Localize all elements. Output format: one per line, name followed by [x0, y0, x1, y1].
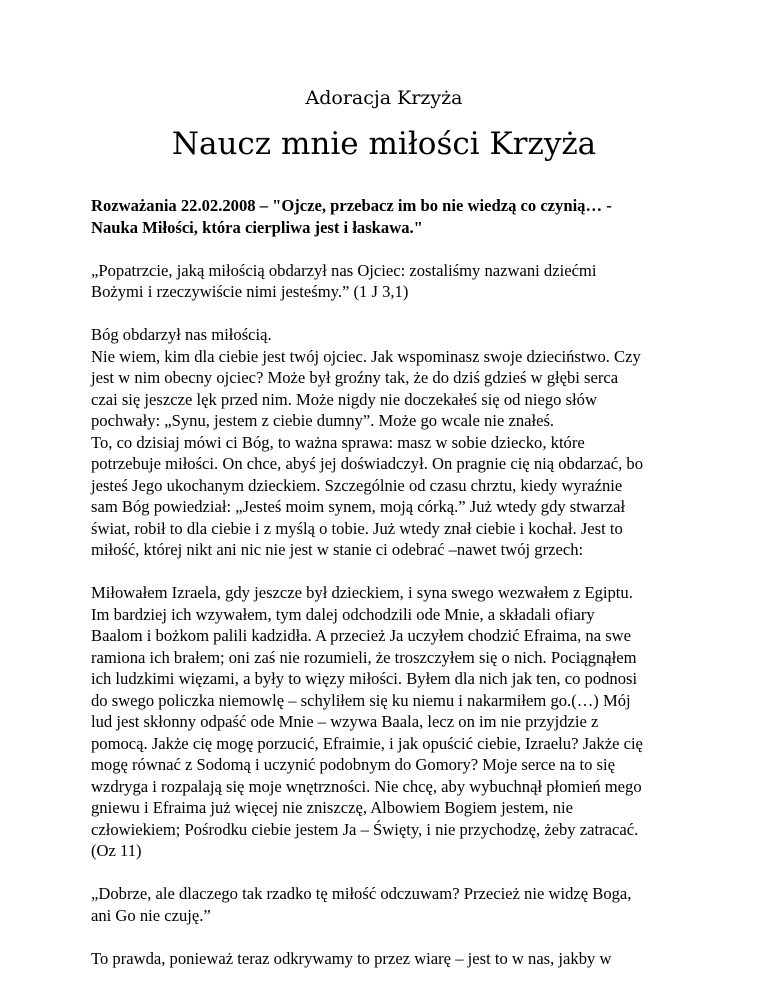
text-line: Baalom i bożkom palili kadzidła. A przecież Ja uczyłem chodzić Efraima, na swe — [91, 626, 632, 645]
heading-line: Rozważania 22.02.2008 – "Ojcze, przebacz im bo nie wiedzą co czynią… - — [91, 196, 612, 215]
text-line: ani Go nie czuję.” — [91, 905, 211, 925]
text-line: mogę równać z Sodomą i uczynić podobnym do Gomory? Moje serce na to się — [91, 755, 615, 774]
text-line: „Dobrze, ale dlaczego tak rzadko tę miłość odczuwam? Przecież nie widzę Boga, — [91, 884, 632, 903]
text-line: Nie wiem, kim dla ciebie jest twój ojciec. Jak wspominasz swoje dzieciństwo. Czy — [91, 346, 641, 366]
text-line: jesteś Jego ukochanym dzieckiem. Szczególnie od czasu chrztu, kiedy wyraźnie — [91, 475, 623, 495]
text-line: To, co dzisiaj mówi ci Bóg, to ważna sprawa: masz w sobie dziecko, które — [91, 432, 585, 452]
text-line: Im bardziej ich wzywałem, tym dalej odchodzili ode Mnie, a składali ofiary — [91, 604, 595, 624]
heading-line: Nauka Miłości, która cierpliwa jest i łaskawa." — [91, 217, 423, 237]
text-line: potrzebuje miłości. On chce, abyś jej doświadczył. On pragnie cię nią obdarzać, bo — [91, 454, 644, 473]
document-title: Naucz mnie miłości Krzyża — [171, 126, 597, 162]
text-line: sam Bóg powiedział: „Jesteś moim synem, moją córką.” Już wtedy gdy stwarzał — [91, 497, 626, 516]
text-line: wzdryga i rozpalają się moje wnętrzności. Nie chcę, aby wybuchnął płomień mego — [91, 776, 642, 796]
document-body — [91, 195, 691, 991]
text-line: czai się jeszcze lęk przed nim. Może nigdy nie doczekałeś się od niego słów — [91, 389, 597, 409]
text-line: Bóg obdarzył nas miłością. — [91, 325, 272, 344]
scripture-quote-paragraph — [91, 260, 691, 303]
text-line: świat, robił to dla ciebie i z myślą o tobie. Już wtedy znał ciebie i kochał. Jest to — [91, 518, 623, 538]
father-love-paragraph — [91, 324, 691, 561]
text-line: pomocą. Jakże cię mogę porzucić, Efraimie, i jak opuścić ciebie, Izraelu? Jakże cię — [91, 733, 643, 753]
text-line: pochwały: „Synu, jestem z ciebie dumny”. Może go wcale nie znałeś. — [91, 411, 555, 430]
text-line: To prawda, ponieważ teraz odkrywamy to przez wiarę – jest to w nas, jakby w — [91, 948, 612, 968]
text-line: jest w nim obecny ojciec? Może był groźny tak, że do dziś gdzieś w głębi serca — [91, 368, 619, 387]
text-line: człowiekiem; Pośrodku ciebie jestem Ja – Święty, i nie przychodzę, żeby zatracać. — [91, 819, 639, 839]
text-line: Miłowałem Izraela, gdy jeszcze był dzieckiem, i syna swego wezwałem z Egiptu. — [91, 583, 633, 602]
question-paragraph — [91, 883, 691, 926]
text-line: gniewu i Efraima już więcej nie zniszczę, Albowiem Bogiem jestem, nie — [91, 798, 573, 817]
document-kicker: Adoracja Krzyża — [305, 87, 463, 109]
text-line: lud jest skłonny odpaść ode Mnie – wzywa Baala, lecz on im nie przyjdzie z — [91, 712, 599, 731]
text-line: Bożymi i rzeczywiście nimi jesteśmy.” (1 J 3,1) — [91, 282, 409, 301]
answer-paragraph — [91, 948, 691, 970]
hosea-quote-paragraph — [91, 582, 691, 862]
text-line: „Popatrzcie, jaką miłością obdarzył nas Ojciec: zostaliśmy nazwani dziećmi — [91, 260, 597, 280]
text-line: ramiona ich brałem; oni zaś nie rozumieli, że troszczyłem się o nich. Pociągnąłem — [91, 647, 637, 667]
text-line: do swego policzka niemowlę – schyliłem się ku niemu i nakarmiłem go.(…) Mój — [91, 690, 631, 710]
meditation-heading — [91, 195, 691, 238]
text-line: ich ludzkimi więzami, a były to więzy miłości. Byłem dla nich jak ten, co podnosi — [91, 669, 638, 688]
text-line: (Oz 11) — [91, 841, 142, 860]
text-line: miłość, której nikt ani nic nie jest w stanie ci odebrać –nawet twój grzech: — [91, 540, 584, 559]
